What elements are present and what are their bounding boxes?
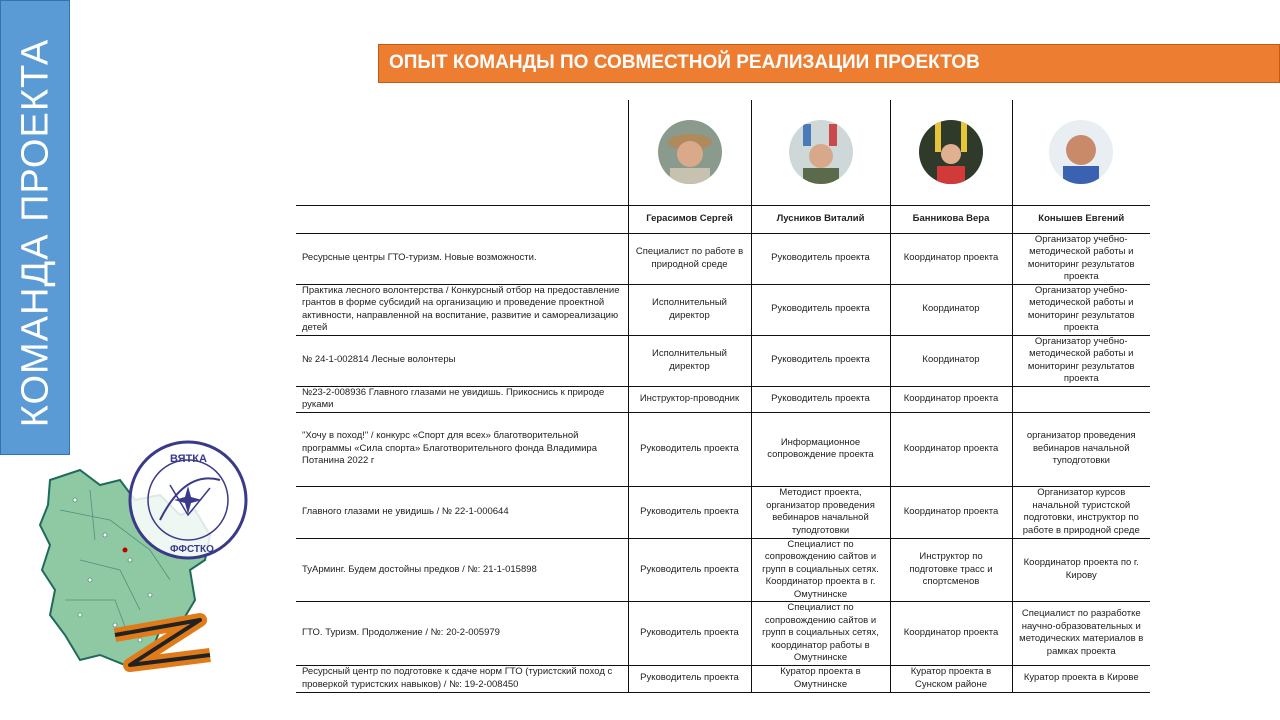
sidebar-title: КОМАНДА ПРОЕКТА [14,38,57,428]
photos-row [296,100,1150,205]
logo-text-top: ВЯТКА [170,453,207,465]
kirov-region-map [20,440,250,690]
project-name: № 24-1-002814 Лесные волонтеры [296,335,628,386]
project-name: Практика лесного волонтерства / Конкурсный отбор на предоставление грантов в форме субсидий на организацию и проведение проектной активности, направленной на воспитание, развитие и самореализацию детей [296,284,628,335]
role-cell: Куратор проекта в Омутнинске [751,665,890,692]
role-cell: организатор проведения вебинаров начальной туподготовки [1012,412,1150,486]
role-cell: Организатор курсов начальной туристской подготовки, инструктор по работе в природной среде [1012,486,1150,538]
role-cell: Руководитель проекта [628,412,751,486]
role-cell: Координатор проекта [890,412,1012,486]
table-row [296,602,1150,666]
role-cell: Специалист по разработке научно-образовательных и методических материалов в рамках проекта [1012,602,1150,666]
sidebar-panel [0,0,70,455]
project-name: ГТО. Туризм. Продолжение / №: 20-2-005979 [296,602,628,666]
role-cell: Руководитель проекта [751,386,890,412]
role-cell: Специалист по работе в природной среде [628,233,751,284]
role-cell: Руководитель проекта [628,602,751,666]
table-row [296,233,1150,284]
table-row [296,335,1150,386]
region-map-illustration [20,440,250,690]
role-cell: Куратор проекта в Кирове [1012,665,1150,692]
role-cell: Специалист по сопровождению сайтов и групп в социальных сетях, координатор работы в Омутнинске [751,602,890,666]
team-experience-table [296,100,1150,693]
table-row [296,538,1150,602]
role-cell: Куратор проекта в Сунском районе [890,665,1012,692]
role-cell: Инструктор по подготовке трасс и спортсменов [890,538,1012,602]
page-title: ОПЫТ КОМАНДЫ ПО СОВМЕСТНОЙ РЕАЛИЗАЦИИ ПРОЕКТОВ [389,52,980,73]
table-row [296,386,1150,412]
role-cell: Руководитель проекта [751,284,890,335]
table-row [296,284,1150,335]
role-cell: Исполнительный директор [628,335,751,386]
table-row [296,486,1150,538]
vyatka-logo [130,442,246,558]
role-cell: Руководитель проекта [628,665,751,692]
role-cell: Руководитель проекта [751,233,890,284]
title-bar [378,44,1280,83]
role-cell: Организатор учебно-методической работы и мониторинг результатов проекта [1012,335,1150,386]
role-cell: Информационное сопровождение проекта [751,412,890,486]
table-row [296,412,1150,486]
project-name: Ресурсный центр по подготовке к сдаче норм ГТО (туристский поход с проверкой туристских навыков) / №: 19-2-008450 [296,665,628,692]
avatar-lusnikov [789,120,853,184]
member-name: Конышев Евгений [1012,205,1150,233]
member-name: Лусников Виталий [751,205,890,233]
role-cell: Координатор проекта [890,386,1012,412]
table-row [296,665,1150,692]
role-cell: Координатор проекта по г. Кирову [1012,538,1150,602]
role-cell: Координатор проекта [890,602,1012,666]
role-cell [1012,386,1150,412]
role-cell: Руководитель проекта [751,335,890,386]
project-name: "Хочу в поход!" / конкурс «Спорт для всех» благотворительной программы «Сила спорта» Благотворительного фонда Владимира Потанина 2022 г [296,412,628,486]
role-cell: Руководитель проекта [628,538,751,602]
role-cell: Координатор проекта [890,486,1012,538]
role-cell: Координатор [890,284,1012,335]
member-name: Банникова Вера [890,205,1012,233]
role-cell: Руководитель проекта [628,486,751,538]
avatar-bannikova [919,120,983,184]
avatar-gerasimov [658,120,722,184]
role-cell: Исполнительный директор [628,284,751,335]
role-cell: Координатор [890,335,1012,386]
role-cell: Организатор учебно-методической работы и мониторинг результатов проекта [1012,233,1150,284]
avatar-konyshev [1049,120,1113,184]
project-name: ТуАрминг. Будем достойны предков / №: 21-1-015898 [296,538,628,602]
project-name: Главного глазами не увидишь / № 22-1-000644 [296,486,628,538]
member-name: Герасимов Сергей [628,205,751,233]
names-row [296,205,1150,233]
role-cell: Инструктор-проводник [628,386,751,412]
logo-text-side: ФФСТКО [170,544,214,555]
role-cell: Организатор учебно-методической работы и мониторинг результатов проекта [1012,284,1150,335]
project-name: №23-2-008936 Главного глазами не увидишь. Прикоснись к природе руками [296,386,628,412]
role-cell: Методист проекта, организатор проведения вебинаров начальной туподготовки [751,486,890,538]
role-cell: Координатор проекта [890,233,1012,284]
role-cell: Специалист по сопровождению сайтов и групп в социальных сетях. Координатор проекта в г. Омутнинске [751,538,890,602]
project-name: Ресурсные центры ГТО-туризм. Новые возможности. [296,233,628,284]
